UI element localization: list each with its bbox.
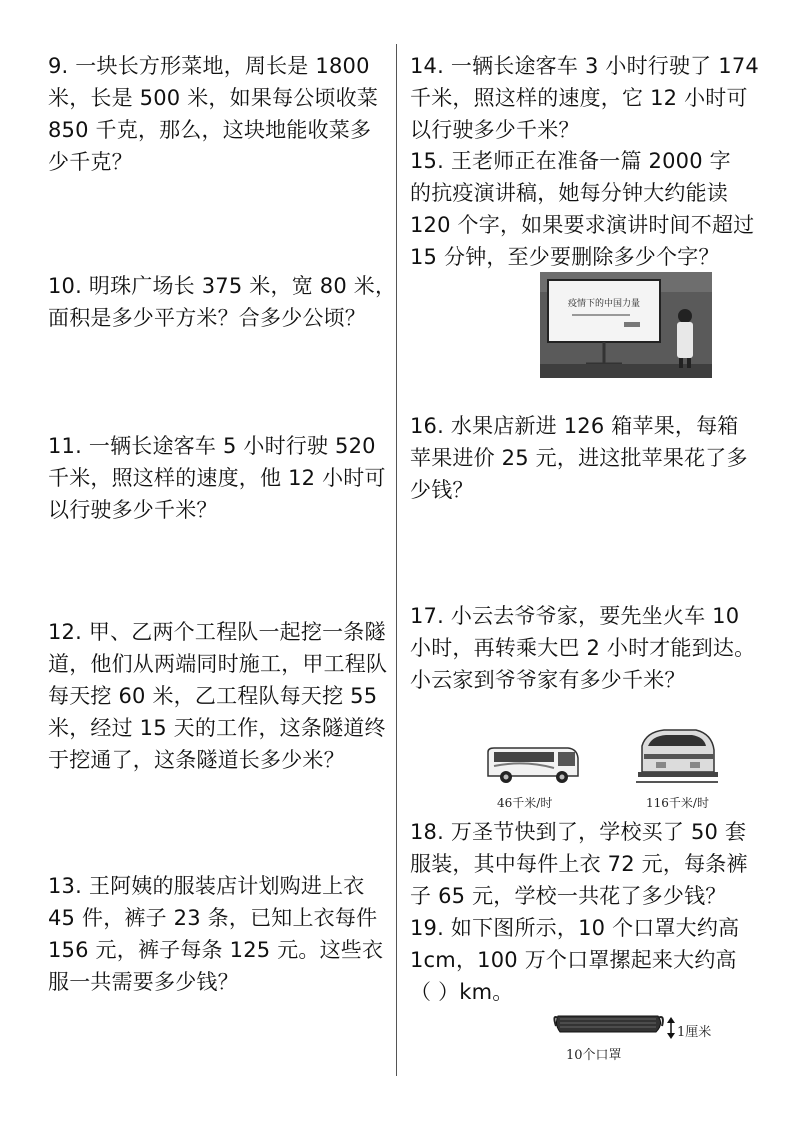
- problem-15: [410, 145, 755, 273]
- bus-graphic: [484, 746, 580, 786]
- speech-photo: [540, 272, 712, 378]
- problem-14-line-1: 14. 一辆长途客车 3 小时行驶了 174: [410, 54, 759, 78]
- problem-13-line-1: 13. 王阿姨的服装店计划购进上衣: [48, 874, 365, 898]
- problem-11-line-3: 以行驶多少千米？: [48, 498, 218, 522]
- problem-12-line-3: 每天挖 60 米，乙工程队每天挖 55: [48, 684, 378, 708]
- problem-17: [410, 600, 756, 696]
- problem-16-line-1: 16. 水果店新进 126 箱苹果，每箱: [410, 414, 739, 438]
- column-divider: [396, 44, 397, 1076]
- problem-11: [48, 430, 384, 526]
- problem-19-line-2: 1cm，100 万个口罩摞起来大约高: [410, 948, 737, 972]
- problem-17-line-1: 17. 小云去爷爷家，要先坐火车 10: [410, 604, 740, 628]
- speech-photo-graphic: [540, 272, 712, 378]
- problem-14-line-3: 以行驶多少千米？: [410, 118, 580, 142]
- problem-16: [410, 410, 750, 506]
- problem-9-line-2: 米，长是 500 米，如果每公顷收菜: [48, 86, 379, 110]
- problem-16-line-2: 苹果进价 25 元，进这批苹果花了多: [410, 446, 748, 470]
- problem-19-line-1: 19. 如下图所示，10 个口罩大约高: [410, 916, 740, 940]
- problem-10-line-1: 10. 明珠广场长 375 米，宽 80 米，: [48, 274, 397, 298]
- problem-12-line-5: 于挖通了，这条隧道长多少米？: [48, 748, 345, 772]
- train-icon: [636, 728, 718, 786]
- problem-18-line-2: 服装，其中每件上衣 72 元，每条裤: [410, 852, 748, 876]
- height-arrow-icon: [665, 1016, 677, 1040]
- bus-speed-caption: 46千米/时: [497, 796, 553, 810]
- problem-18-line-3: 子 65 元，学校一共花了多少钱？: [410, 884, 727, 908]
- problem-9: [48, 50, 384, 178]
- problem-11-line-2: 千米，照这样的速度，他 12 小时可: [48, 466, 386, 490]
- problem-14-line-2: 千米，照这样的速度，它 12 小时可: [410, 86, 748, 110]
- problem-9-line-1: 9. 一块长方形菜地，周长是 1800: [48, 54, 370, 78]
- mask-stack-graphic: [552, 1010, 666, 1038]
- train-speed-caption: 116千米/时: [646, 796, 709, 810]
- problem-17-line-2: 小时，再转乘大巴 2 小时才能到达。: [410, 636, 756, 660]
- train-graphic: [636, 728, 718, 786]
- problem-13-line-4: 服一共需要多少钱？: [48, 970, 239, 994]
- problem-15-line-3: 120 个字，如果要求演讲时间不超过: [410, 213, 755, 237]
- problem-12-line-2: 道，他们从两端同时施工，甲工程队: [48, 652, 388, 676]
- problem-14: [410, 50, 759, 146]
- problem-10-line-2: 面积是多少平方米？合多少公顷？: [48, 306, 366, 330]
- problem-10: [48, 270, 397, 334]
- problem-11-line-1: 11. 一辆长途客车 5 小时行驶 520: [48, 434, 376, 458]
- bus-icon: [484, 746, 580, 786]
- problem-17-line-3: 小云家到爷爷家有多少千米？: [410, 668, 686, 692]
- height-arrow-graphic: [665, 1016, 677, 1040]
- problem-18: [410, 816, 750, 912]
- problem-15-line-1: 15. 王老师正在准备一篇 2000 字: [410, 149, 731, 173]
- problem-19: [410, 912, 750, 1008]
- problem-12: [48, 616, 388, 776]
- problem-12-line-1: 12. 甲、乙两个工程队一起挖一条隧: [48, 620, 386, 644]
- problem-18-line-1: 18. 万圣节快到了，学校买了 50 套: [410, 820, 747, 844]
- problem-15-line-4: 15 分钟，至少要删除多少个字？: [410, 245, 720, 269]
- problem-13-line-2: 45 件，裤子 23 条，已知上衣每件: [48, 906, 378, 930]
- problem-13: [48, 870, 384, 998]
- mask-caption: 10个口罩: [566, 1048, 622, 1063]
- problem-13-line-3: 156 元，裤子每条 125 元。这些衣: [48, 938, 384, 962]
- mask-stack-icon: [552, 1010, 666, 1038]
- problem-9-line-4: 少千克？: [48, 150, 133, 174]
- problem-15-line-2: 的抗疫演讲稿，她每分钟大约能读: [410, 181, 728, 205]
- mask-height-label: 1厘米: [677, 1025, 712, 1040]
- problem-9-line-3: 850 千克，那么，这块地能收菜多: [48, 118, 372, 142]
- problem-12-line-4: 米，经过 15 天的工作，这条隧道终: [48, 716, 386, 740]
- problem-16-line-3: 少钱？: [410, 478, 474, 502]
- problem-19-line-3: （ ）km。: [410, 980, 514, 1004]
- speech-screen-title: 疫情下的中国力量: [567, 299, 641, 309]
